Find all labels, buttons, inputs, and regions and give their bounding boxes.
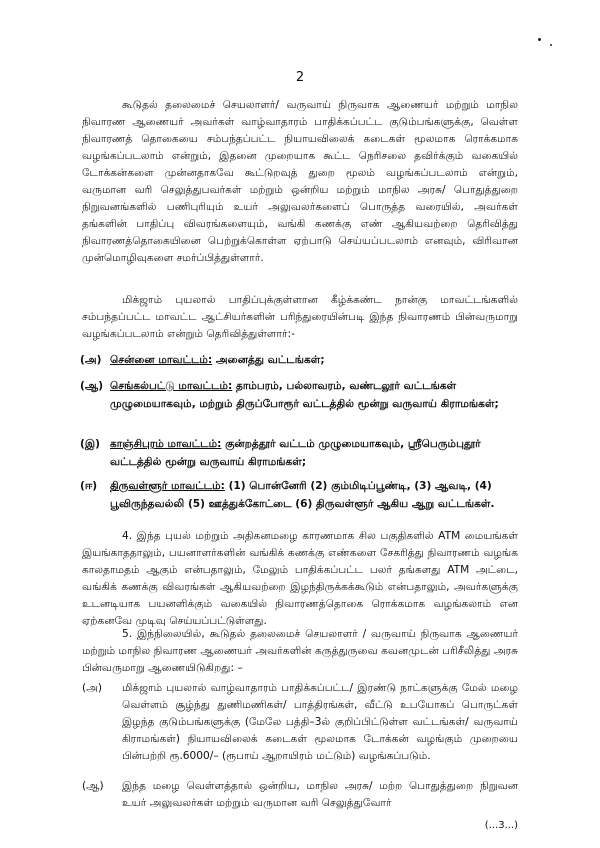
item-label: (ஆ) (80, 380, 104, 392)
district-detail: அனைத்து வட்டங்கள்; (212, 354, 325, 366)
district-item (80, 478, 520, 513)
district-name: திருவள்ளூர் மாவட்டம்: (110, 480, 225, 492)
district-item (80, 378, 520, 413)
district-detail: (1) பொன்னேரி (2) கும்மிடிப்பூண்டி, (3) ஆவடி, (4) பூவிருந்தவல்லி (5) ஊத்துக்கோட்டை (6) திருவள்ளூர் ஆகிய ஆறு வட்டங்கள். (110, 480, 495, 510)
district-name: காஞ்சிபுரம் மாவட்டம்: (110, 438, 222, 450)
scan-speck (538, 38, 541, 41)
paragraph-5: 5. இந்நிலையில், கூடுதல் தலைமைச் செயலாளர் / வருவாய் நிருவாக ஆணையர் மற்றும் மாநில நிவாரண ஆணையர் அவர்களின் கருத்துருவை கவனமுடன் பரிசீலித்து அரசு பின்வருமாறு ஆணையிடுகிறது: – (82, 628, 518, 674)
item-label: (அ) (80, 354, 102, 366)
item-label: (ஆ) (82, 780, 104, 792)
continued-marker: (...3...) (484, 820, 518, 831)
district-name: செங்கல்பட்டு மாவட்டம்: (110, 380, 233, 392)
item-label: (இ) (80, 438, 100, 450)
order-item (82, 778, 518, 812)
district-name: சென்னை மாவட்டம்: (110, 354, 213, 366)
district-detail: தாம்பரம், பல்லாவரம், வண்டலூர் வட்டங்கள் முழுமையாகவும், மற்றும் திருப்போரூர் வட்டத்தில் மூன்று வருவாய் கிராமங்கள்; (110, 380, 499, 410)
paragraph-4: 4. இந்த புயல் மற்றும் அதிகனமழை காரணமாக சில பகுதிகளில் ATM மையங்கள் இயங்காததாலும், பயனாளர்களின் வங்கிக் கணக்கு எண்களை சேகரித்து நிவாரணம் வழங்க காலதாமதம் ஆகும் என்பதாலும், மேலும் பாதிக்கப்பட்ட பலர் தங்களது ATM அட்டை, வங்கிக் கணக்கு விவரங்கள் ஆகியவற்றை இழந்திருக்கக்கூடும் என்பதாலும், அவர்களுக்கு உடனடியாக பயனளிக்கும் வகையில் நிவாரணத்தொகை ரொக்கமாக வழங்கலாம் என ஏற்கனவே முடிவு செய்யப்பட்டுள்ளது. (82, 530, 518, 627)
order-text: மிக்ஜாம் புயலால் வாழ்வாதாரம் பாதிக்கப்பட்ட/ இரண்டு நாட்களுக்கு மேல் மழை வெள்ளம் சூழ்ந்து துணிமணிகள்/ பாத்திரங்கள், வீட்டு உபயோகப் பொருட்கள் இழந்த குடும்பங்களுக்கு (மேலே பத்தி–3ல் குறிப்பிட்டுள்ள வட்டங்கள்/ வருவாய் கிராமங்கள்) நியாயவிலைக் கடைகள் மூலமாக டோக்கன் வழங்கும் முறையை பின்பற்றி ரூ.6000/– (ரூபாய் ஆறாயிரம் மட்டும்) வழங்கப்படும். (122, 682, 518, 762)
item-label: (ஈ) (80, 480, 98, 492)
item-label: (அ) (82, 682, 103, 694)
paragraph-districts-intro: மிக்ஜாம் புயலால் பாதிப்புக்குள்ளான கீழ்க்கண்ட நான்கு மாவட்டங்களில் சம்பந்தப்பட்ட மாவட்ட ஆட்சியர்களின் பரிந்துரையின்படி இந்த நிவாரணம் பின்வருமாறு வழங்கப்படலாம் என்றும் தெரிவித்துள்ளார்:- (82, 294, 518, 340)
district-item (80, 352, 520, 370)
district-detail: குன்றத்தூர் வட்டம் முழுமையாகவும், ஸ்ரீபெரும்புதூர் வட்டத்தில் மூன்று வருவாய் கிராமங்கள்; (110, 438, 481, 468)
order-item (82, 680, 518, 765)
scan-speck (550, 44, 552, 46)
paragraph-proposal: கூடுதல் தலைமைச் செயலாளர்/ வருவாய் நிருவாக ஆணையர் மற்றும் மாநில நிவாரண ஆணையர் அவர்கள் வாழ்வாதாரம் பாதிக்கப்பட்ட குடும்பங்களுக்கு, வெள்ள நிவாரணத் தொகையை சம்பந்தப்பட்ட நியாயவிலைக் கடைகள் மூலமாக ரொக்கமாக வழங்கப்படலாம் என்றும், இதனை முறையாக கூட்ட நெரிசலை தவிர்க்கும் வகையில் டோக்கன்களை முன்னதாகவே கூட்டுறவுத் துறை மூலம் வழங்கப்படலாம் என்றும், வருமான வரி செலுத்துபவர்கள் மற்றும் ஒன்றிய மற்றும் மாநில அரசு/ பொதுத்துறை நிறுவனங்களில் பணிபுரியும் உயர் அலுவலர்களைப் பொருத்த வரையில், அவர்கள் தங்களின் பாதிப்பு விவரங்களையும், வங்கி கணக்கு எண் ஆகியவற்றை தெரிவித்து நிவாரணத்தொகையினை பெற்றுக்கொள்ள ஏற்பாடு செய்யப்படலாம் எனவும், விரிவான முன்மொழிவுகளை சமர்ப்பித்துள்ளார். (82, 99, 518, 264)
district-item (80, 436, 520, 471)
page-number: 2 (295, 70, 305, 85)
order-text: இந்த மழை வெள்ளத்தால் ஒன்றிய, மாநில அரசு/ மற்ற பொதுத்துறை நிறுவன உயர் அலுவலர்கள் மற்றும் வருமான வரி செலுத்துவோர் (122, 780, 518, 809)
